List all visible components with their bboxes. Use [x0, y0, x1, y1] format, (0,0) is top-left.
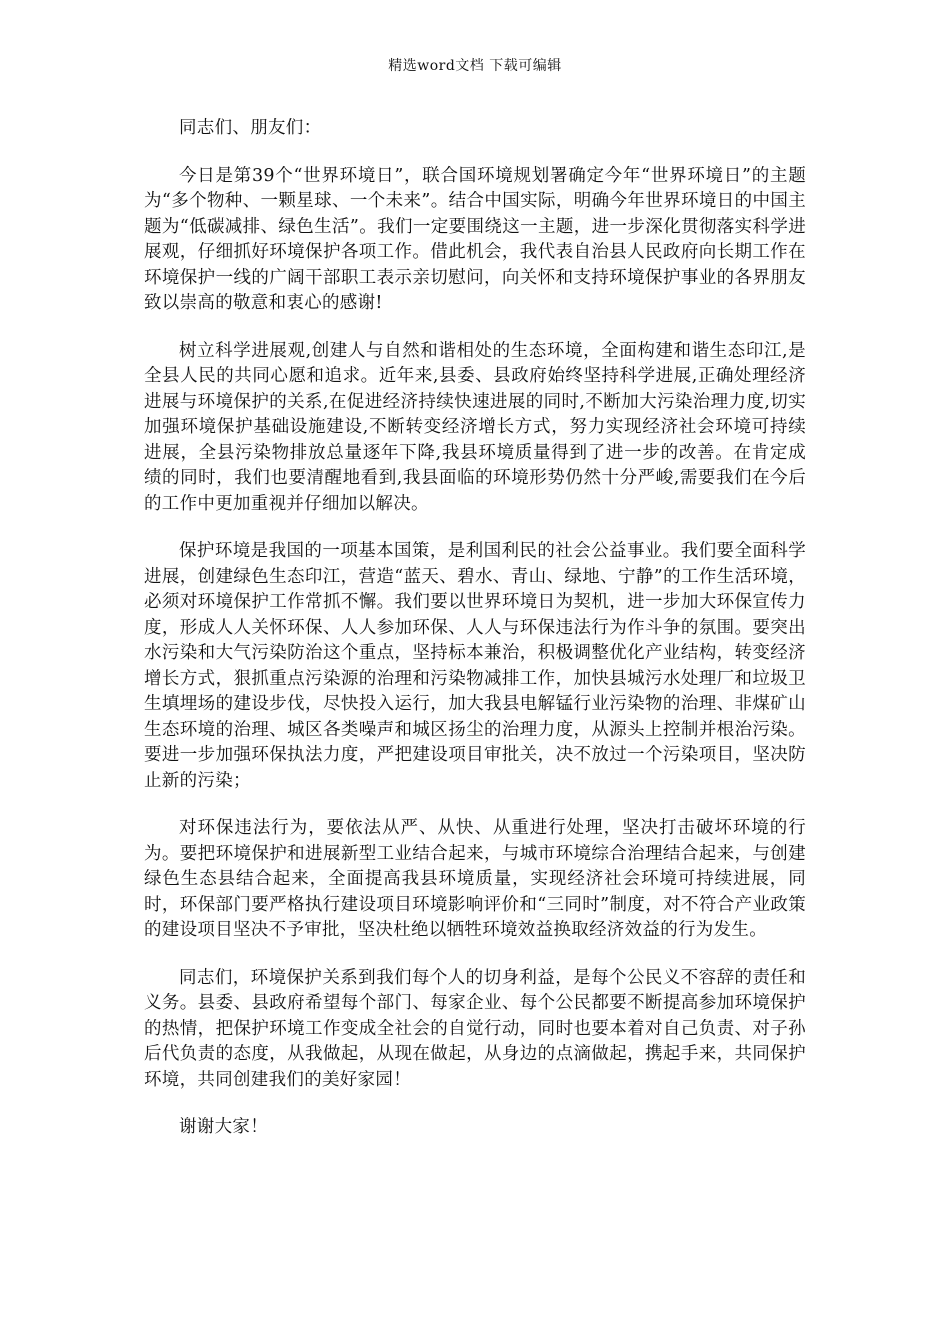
paragraph-2: 树立科学进展观,创建人与自然和谐相处的生态环境，全面构建和谐生态印江,是全县人民的共同心愿和追求。近年来,县委、县政府始终坚持科学进展,正确处理经济进展与环境保护的关系,在促进经济持续快速进展的同时,不断加大污染治理力度,切实加强环境保护基础设施建设,不断转变经济增长方式，努力实现经济社会环境可持续进展，全县污染物排放总量逐年下降,我县环境质量得到了进一步的改善。在肯定成绩的同时，我们也要清醒地看到,我县面临的环境形势仍然十分严峻,需要我们在今后的工作中更加重视并仔细加以解决。	[144, 340, 806, 514]
greeting: 同志们、朋友们：	[179, 118, 322, 138]
paragraph-3: 保护环境是我国的一项基本国策，是利国利民的社会公益事业。我们要全面科学进展，创建绿色生态印江，营造“蓝天、碧水、青山、绿地、宁静”的工作生活环境，必须对环境保护工作常抓不懈。我们要以世界环境日为契机，进一步加大环保宣传力度，形成人人关怀环保、人人参加环保、人人与环保违法行为作斗争的氛围。要突出水污染和大气污染防治这个重点，坚持标本兼治，积极调整优化产业结构，转变经济增长方式，狠抓重点污染源的治理和污染物减排工作，加快县城污水处理厂和垃圾卫生填埋场的建设步伐，尽快投入运行，加大我县电解锰行业污染物的治理、非煤矿山生态环境的治理、城区各类噪声和城区扬尘的治理力度，从源头上控制并根治污染。要进一步加强环保执法力度，严把建设项目审批关，决不放过一个污染项目，坚决防止新的污染；	[144, 541, 806, 791]
paragraph-5: 同志们，环境保护关系到我们每个人的切身利益，是每个公民义不容辞的责任和义务。县委、县政府希望每个部门、每家企业、每个公民都要不断提高参加环境保护的热情，把保护环境工作变成全社会的自觉行动，同时也要本着对自己负责、对子孙后代负责的态度，从我做起，从现在做起，从身边的点滴做起，携起手来，共同保护环境，共同创建我们的美好家园！	[144, 967, 806, 1090]
closing: 谢谢大家！	[179, 1117, 268, 1137]
page-header: 精选word文档 下载可编辑	[388, 58, 562, 74]
speech-body	[144, 116, 806, 1163]
paragraph-1: 今日是第39个“世界环境日”，联合国环境规划署确定今年“世界环境日”的主题为“多个物种、一颗星球、一个未来”。结合中国实际，明确今年世界环境日的中国主题为“低碳减排、绿色生活”。我们一定要围绕这一主题，进一步深化贯彻落实科学进展观，仔细抓好环境保护各项工作。借此机会，我代表自治县人民政府向长期工作在环境保护一线的广阔干部职工表示亲切慰问，向关怀和支持环境保护事业的各界朋友致以崇高的敬意和衷心的感谢!	[144, 165, 806, 313]
paragraph-4: 对环保违法行为，要依法从严、从快、从重进行处理，坚决打击破坏环境的行为。要把环境保护和进展新型工业结合起来，与城市环境综合治理结合起来，与创建绿色生态县结合起来，全面提高我县环境质量，实现经济社会环境可持续进展，同时，环保部门要严格执行建设项目环境影响评价和“三同时”制度，对不符合产业政策的建设项目坚决不予审批，坚决杜绝以牺牲环境效益换取经济效益的行为发生。	[144, 818, 806, 940]
